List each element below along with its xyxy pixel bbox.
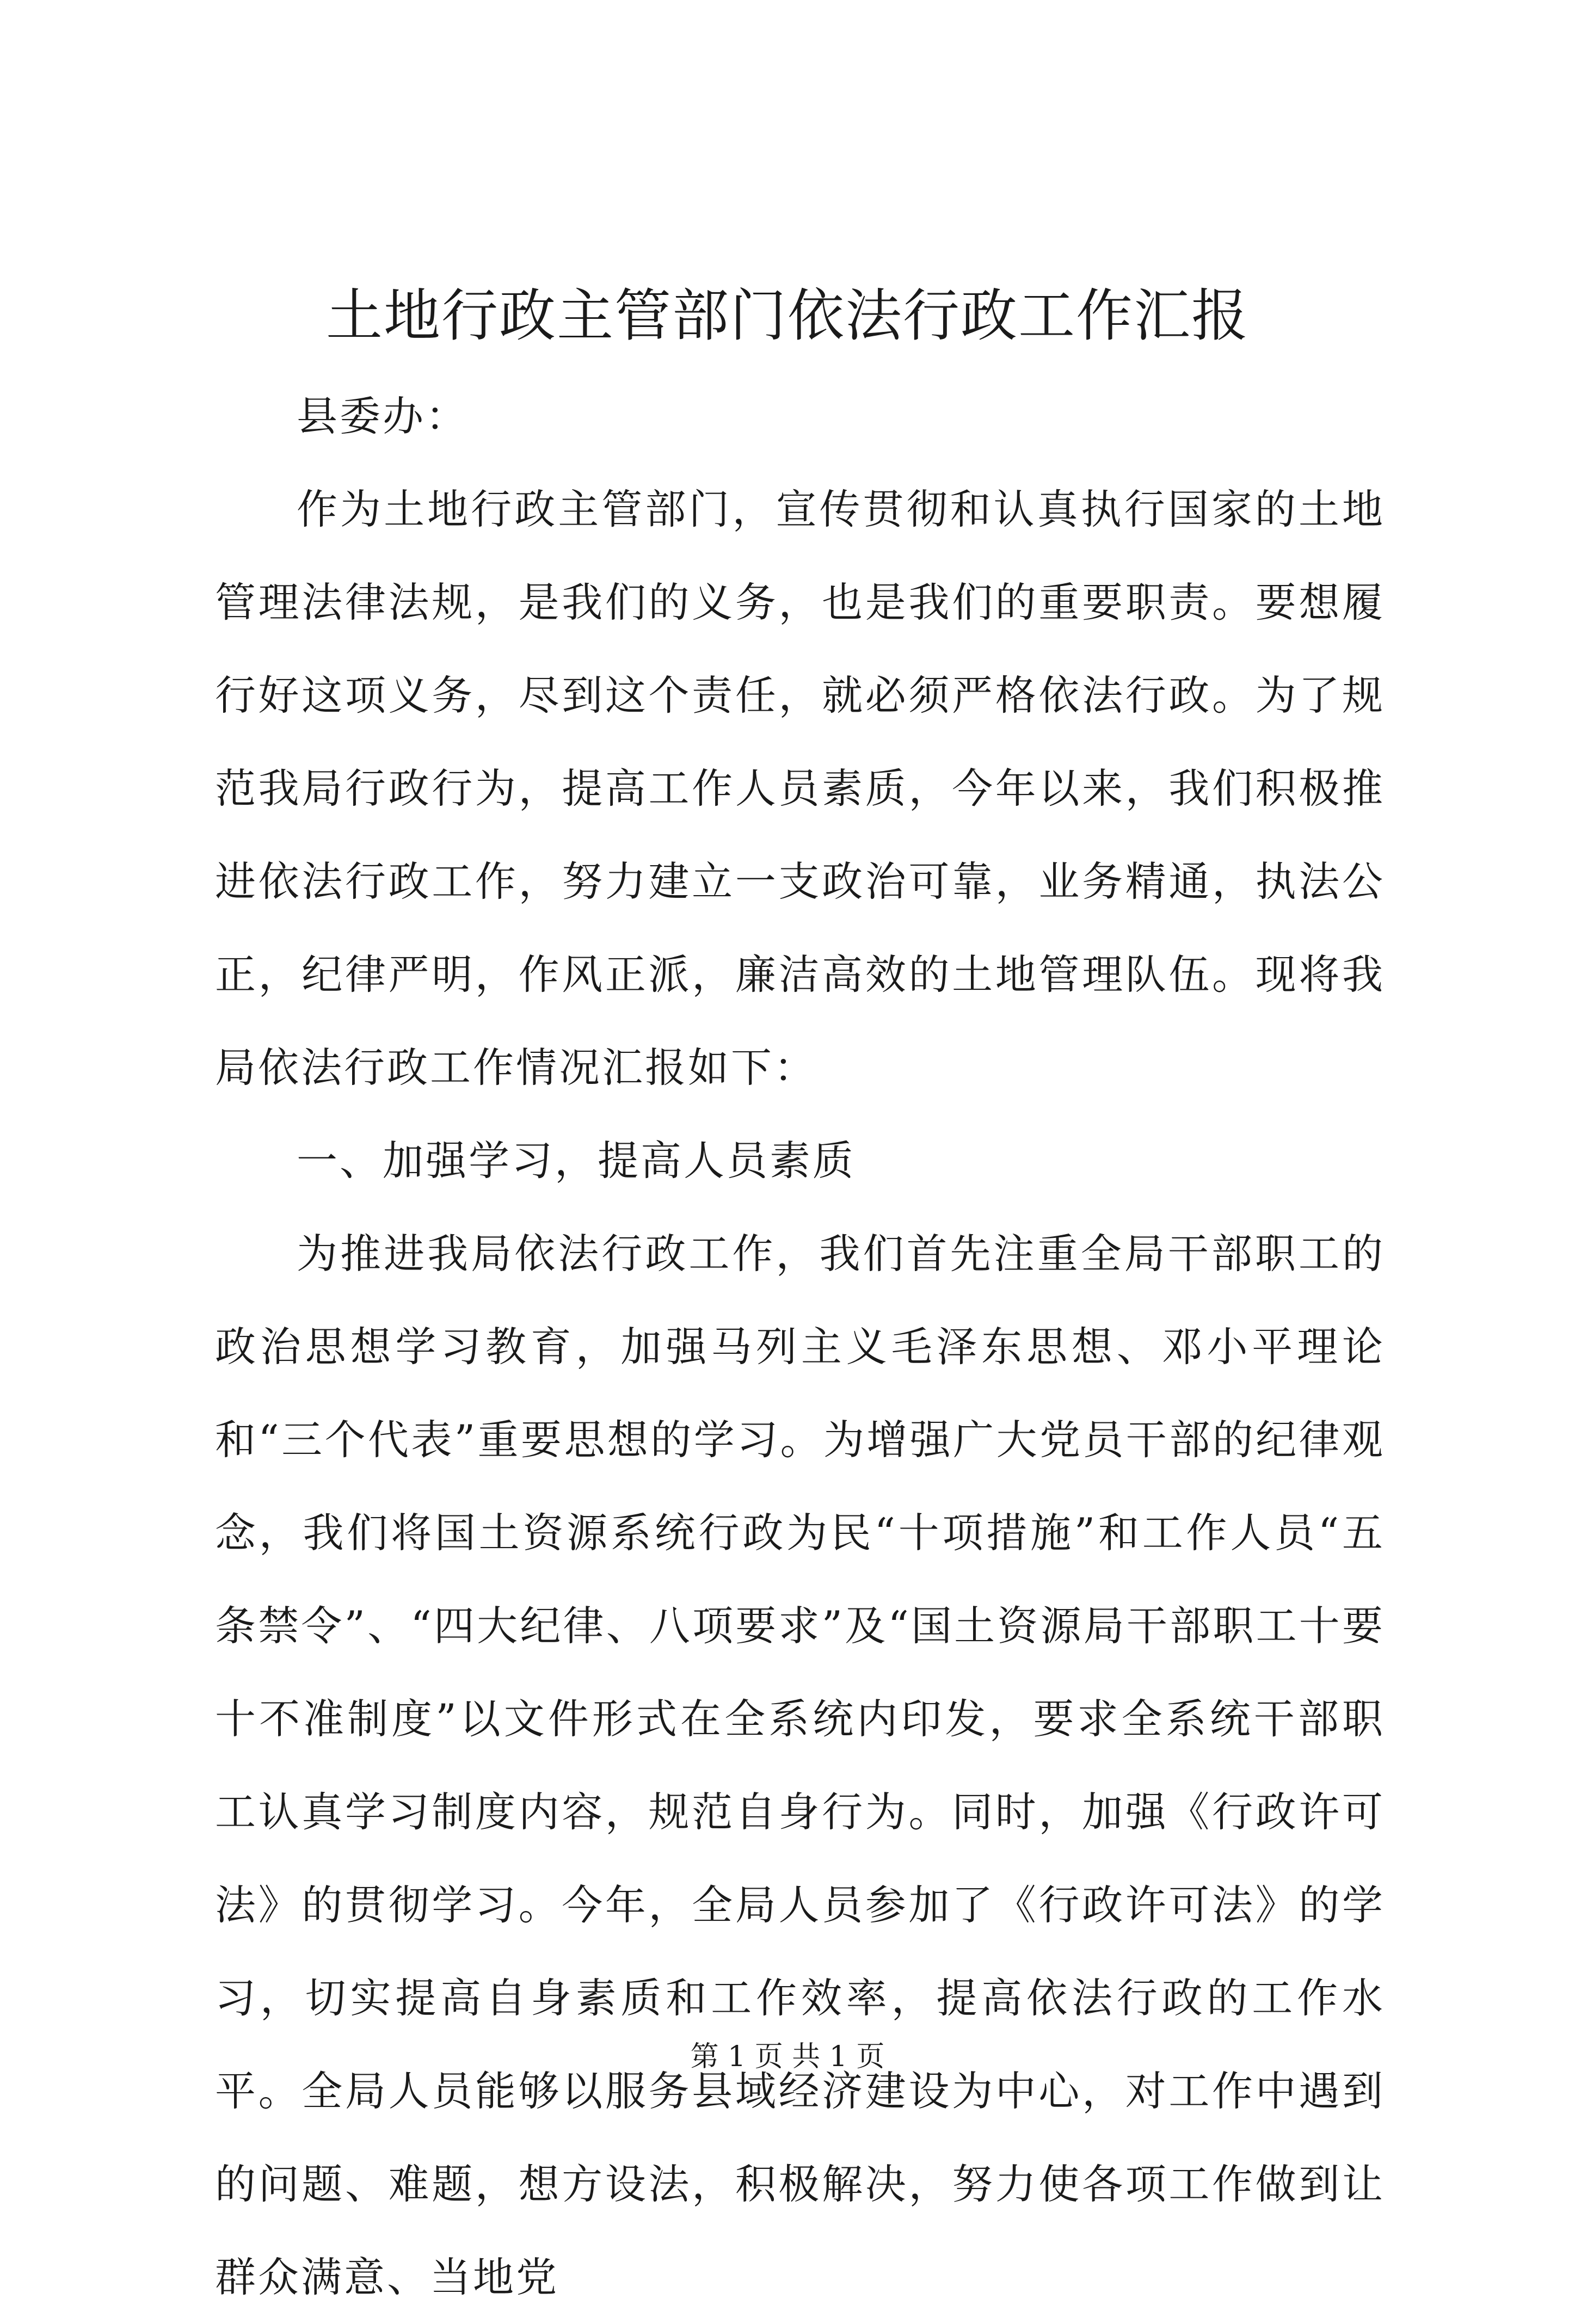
page-footer: 第 1 页 共 1 页 bbox=[690, 2041, 885, 2073]
section-heading: 一、加强学习，提高人员素质 bbox=[297, 1137, 856, 1185]
document-title: 土地行政主管部门依法行政工作汇报 bbox=[325, 282, 1249, 349]
paragraph-section-1: 为推进我局依法行政工作，我们首先注重全局干部职工的政治思想学习教育，加强马列主义毛泽东思想、邓小平理论和“三个代表”重要思想的学习。为增强广大党员干部的纪律观念，我们将国土资源系统行政为民“十项措施”和工作人员“五条禁令”、“四大纪律、八项要求”及“国土资源局干部职工十要十不准制度”以文件形式在全系统内印发，要求全系统干部职工认真学习制度内容，规范自身行为。同时，加强《行政许可法》的贯彻学习。今年，全局人员参加了《行政许可法》的学习，切实提高自身素质和工作效率，提高依法行政的工作水平。全局人员能够以服务县域经济建设为中心，对工作中遇到的问题、难题，想方设法，积极解决，努力使各项工作做到让群众满意、当地党 bbox=[215, 1230, 1385, 2301]
document-body bbox=[215, 370, 1385, 2324]
salutation: 县委办： bbox=[297, 392, 469, 440]
paragraph-intro: 作为土地行政主管部门，宣传贯彻和认真执行国家的土地管理法律法规，是我们的义务，也是我们的重要职责。要想履行好这项义务，尽到这个责任，就必须严格依法行政。为了规范我局行政行为，提高工作人员素质，今年以来，我们积极推进依法行政工作，努力建立一支政治可靠，业务精通，执法公正，纪律严明，作风正派，廉洁高效的土地管理队伍。现将我局依法行政工作情况汇报如下： bbox=[215, 485, 1385, 1092]
